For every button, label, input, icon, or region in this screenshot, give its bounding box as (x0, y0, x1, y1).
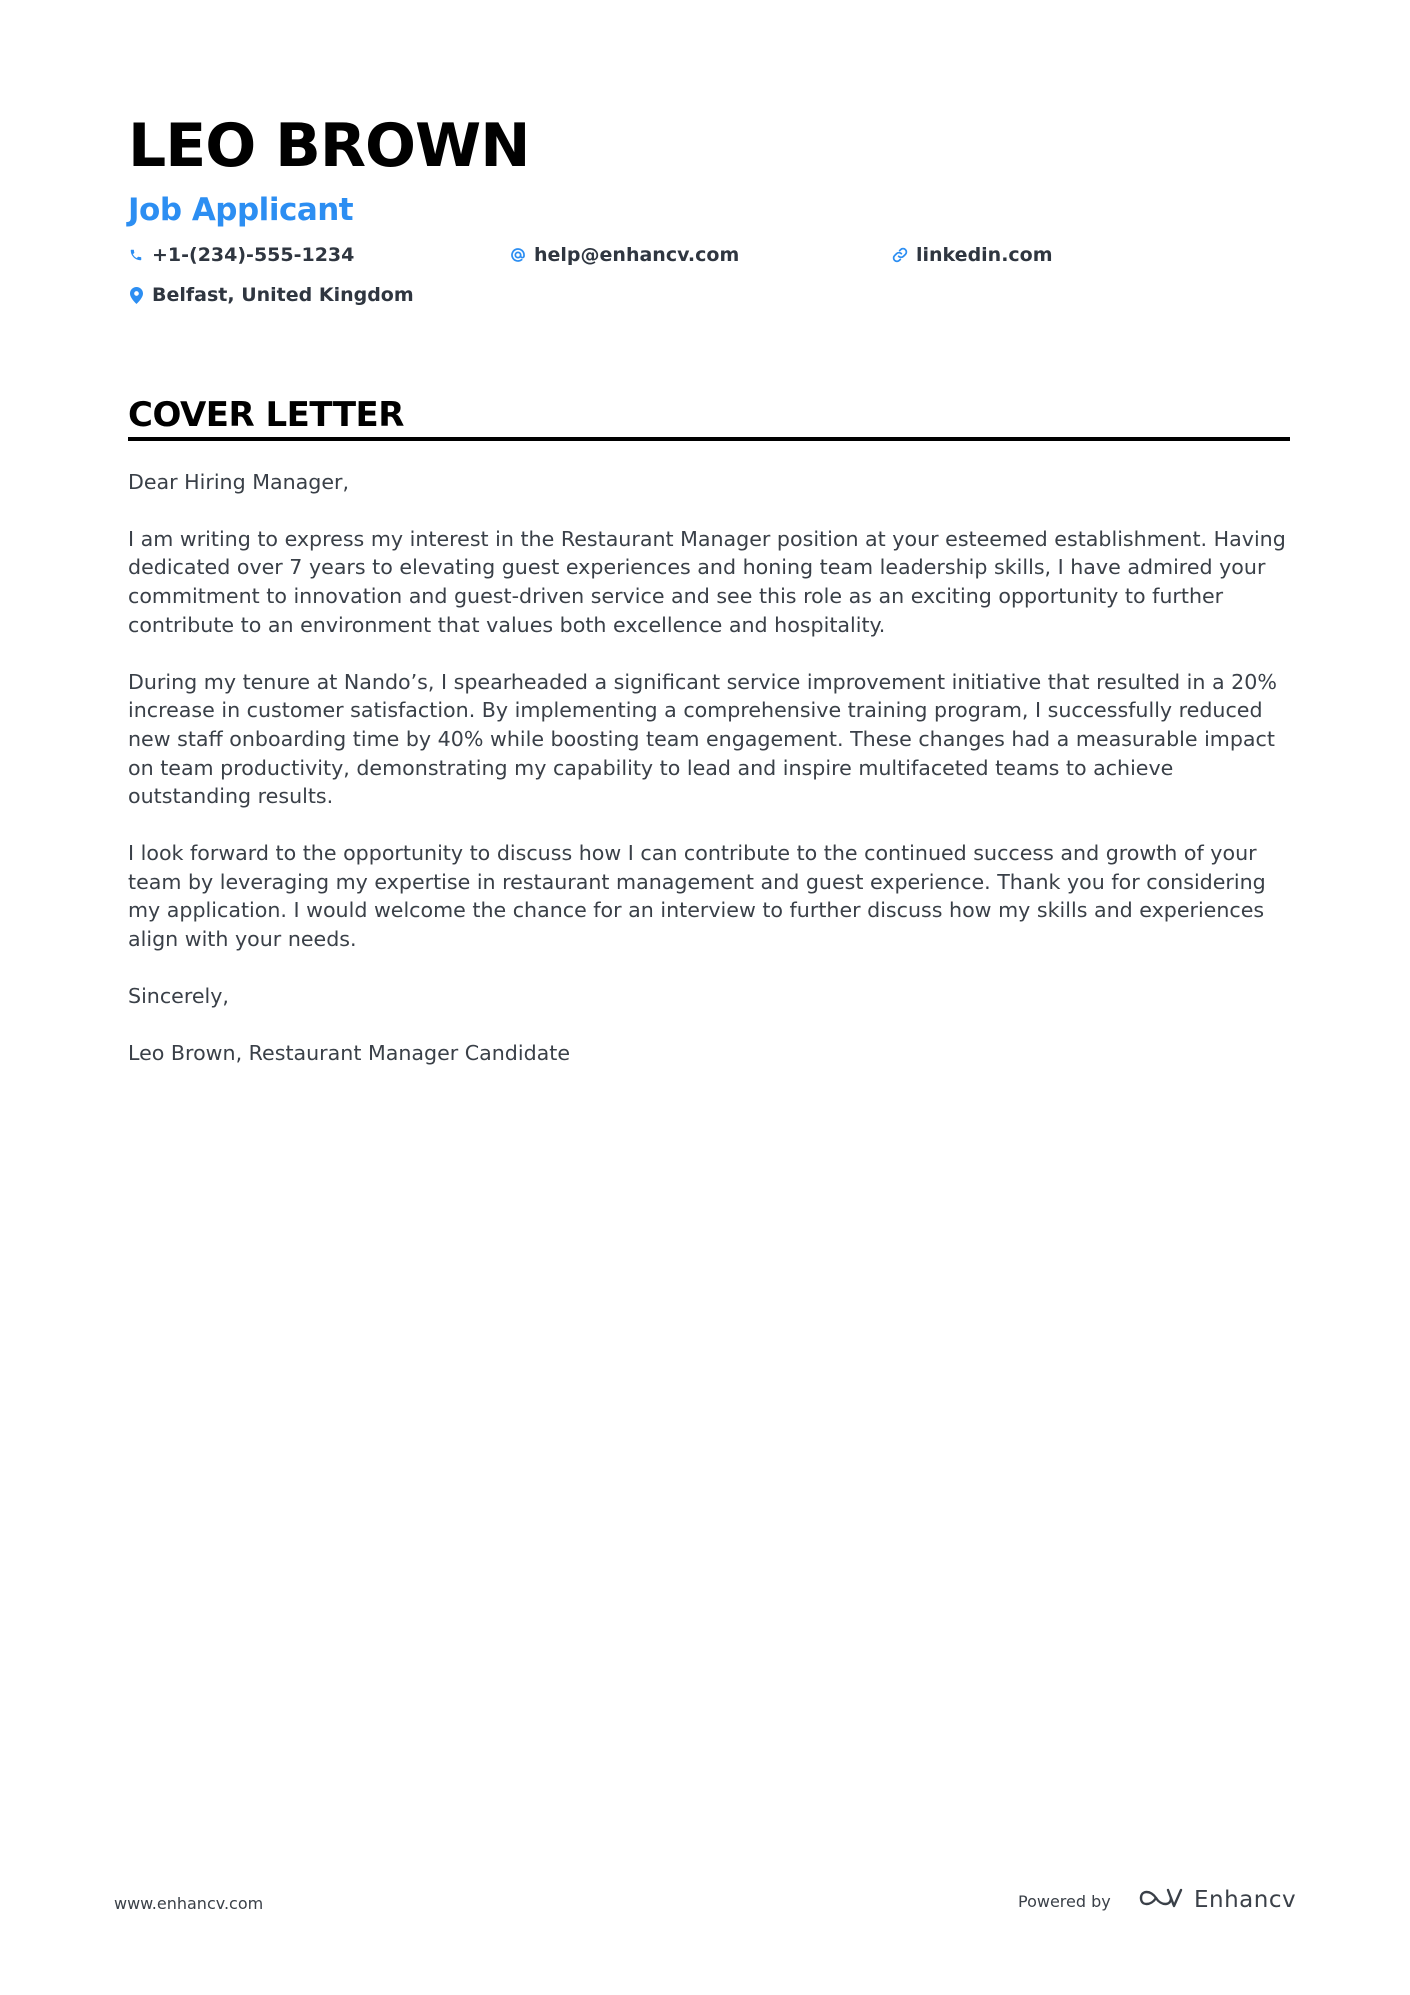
contact-phone[interactable] (128, 242, 354, 268)
email-text: help@enhancv.com (534, 244, 740, 266)
letter-paragraph: During my tenure at Nando’s, I spearheaded a significant service improvement initiative that resulted in a 20% increase in customer satisfaction. By implementing a comprehensive training program, I successfully reduced new staff onboarding time by 40% while boosting team engagement. These changes had a measurable impact on team productivity, demonstrating my capability to lead and inspire multifaceted teams to achieve outstanding results. (128, 669, 1277, 809)
enhancv-logo-icon (1138, 1886, 1184, 1915)
applicant-name: LEO BROWN (128, 111, 530, 181)
section-title: COVER LETTER (128, 395, 404, 435)
enhancv-brand[interactable] (1138, 1880, 1296, 1920)
at-icon (510, 246, 526, 264)
contact-location (128, 282, 414, 308)
letter-closing: Sincerely, (128, 983, 229, 1008)
powered-by-label: Powered by (1018, 1892, 1111, 1911)
location-pin-icon (128, 286, 144, 304)
contact-linkedin[interactable] (892, 242, 1053, 268)
contact-email[interactable] (510, 242, 739, 268)
link-icon (892, 246, 908, 264)
footer-website-link[interactable]: www.enhancv.com (114, 1894, 264, 1913)
brand-name: Enhancv (1194, 1887, 1297, 1913)
letter-paragraph: I am writing to express my interest in the Restaurant Manager position at your esteemed establishment. Having dedicated over 7 years to elevating guest experiences and honing team leadership skills, I have admired your commitment to innovation and guest-driven service and see this role as an exciting opportunity to further contribute to an environment that values both excellence and hospitality. (128, 526, 1286, 637)
section-divider (128, 437, 1290, 441)
letter-greeting: Dear Hiring Manager, (128, 470, 350, 494)
letter-paragraph: I look forward to the opportunity to discuss how I can contribute to the continued success and growth of your team by leveraging my expertise in restaurant management and guest experience. Thank you for considering my application. I would welcome the chance for an interview to further discuss how my skills and experiences align with your needs. (128, 841, 1266, 952)
letter-signature: Leo Brown, Restaurant Manager Candidate (128, 1040, 571, 1065)
phone-icon (128, 246, 144, 264)
linkedin-text: linkedin.com (916, 244, 1053, 266)
applicant-role: Job Applicant (128, 192, 354, 228)
letter-body (128, 468, 1296, 1095)
location-text: Belfast, United Kingdom (152, 284, 414, 306)
phone-text: +1-(234)-555-1234 (152, 244, 355, 266)
